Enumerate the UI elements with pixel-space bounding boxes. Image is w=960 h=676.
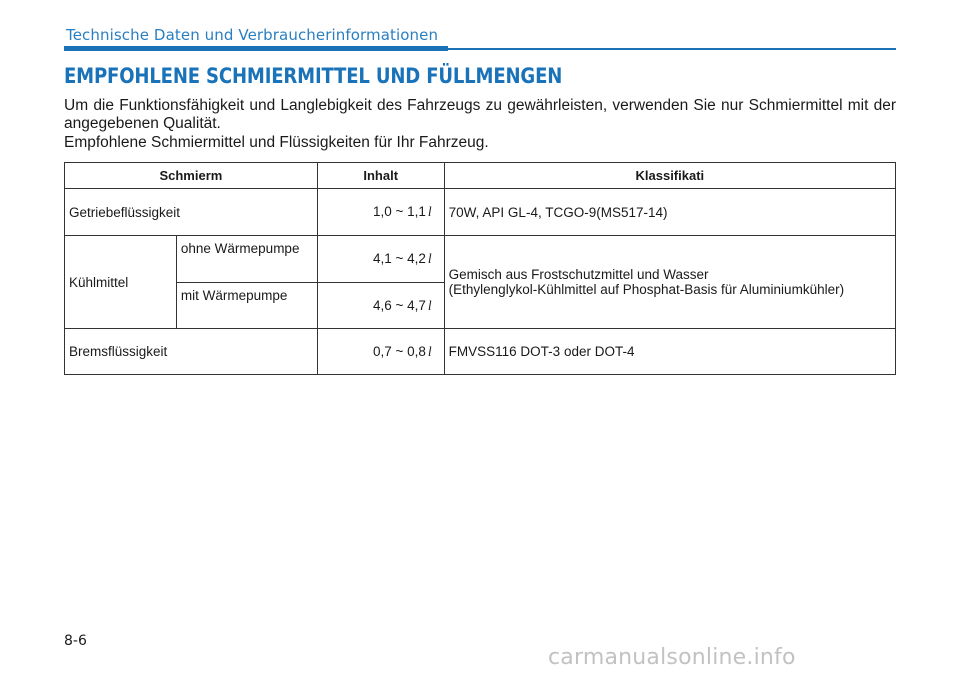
row-amount	[317, 329, 444, 375]
row-sub-label: mit Wärmepumpe	[176, 283, 317, 329]
classification-line: Gemisch aus Frostschutzmittel und Wasser	[448, 267, 709, 282]
row-classification: FMVSS116 DOT-3 oder DOT-4	[444, 329, 895, 375]
header-lubricant: Schmierm	[65, 163, 318, 189]
row-amount	[317, 189, 444, 236]
amount-value: 4,6 ~ 4,7	[372, 297, 426, 313]
section-header: Technische Daten und Verbraucherinformationen	[66, 26, 439, 44]
header-rule-thick	[64, 46, 448, 51]
header-rule-thin	[448, 48, 896, 50]
page-number: 8-6	[64, 633, 87, 649]
liter-unit: l	[427, 251, 432, 266]
row-name: Bremsflüssigkeit	[65, 329, 318, 375]
amount-value: 1,0 ~ 1,1	[372, 204, 426, 219]
amount-value: 0,7 ~ 0,8	[372, 343, 426, 359]
row-classification: 70W, API GL-4, TCGO-9(MS517-14)	[444, 189, 895, 236]
page-title: EMPFOHLENE SCHMIERMITTEL UND FÜLLMENGEN	[64, 64, 563, 88]
intro-paragraph: Um die Funktionsfähigkeit und Langlebigkeit des Fahrzeugs zu gewährleisten, verwenden Sie nur Schmiermittel mit der angegebenen Qualität.	[64, 97, 896, 132]
lubricant-table	[64, 162, 896, 375]
table-header-row	[65, 163, 896, 189]
row-amount	[317, 236, 444, 283]
liter-unit: l	[427, 204, 432, 219]
row-name: Getriebeflüssigkeit	[65, 189, 318, 236]
row-name: Kühlmittel	[65, 236, 177, 329]
header-amount: Inhalt	[317, 163, 444, 189]
row-classification	[444, 236, 895, 329]
watermark: carmanualsonline.info	[548, 645, 796, 670]
row-sub-label: ohne Wärmepumpe	[176, 236, 317, 283]
intro-subtitle: Empfohlene Schmiermittel und Flüssigkeiten für Ihr Fahrzeug.	[64, 134, 489, 151]
header-classification: Klassifikati	[444, 163, 895, 189]
table-row	[65, 189, 896, 236]
row-amount	[317, 283, 444, 329]
table-row	[65, 236, 896, 283]
table-row	[65, 329, 896, 375]
classification-line: (Ethylenglykol-Kühlmittel auf Phosphat-Basis für Aluminiumkühler)	[448, 282, 845, 297]
amount-value: 4,1 ~ 4,2	[372, 251, 426, 266]
liter-unit: l	[427, 343, 432, 359]
liter-unit: l	[427, 297, 432, 313]
